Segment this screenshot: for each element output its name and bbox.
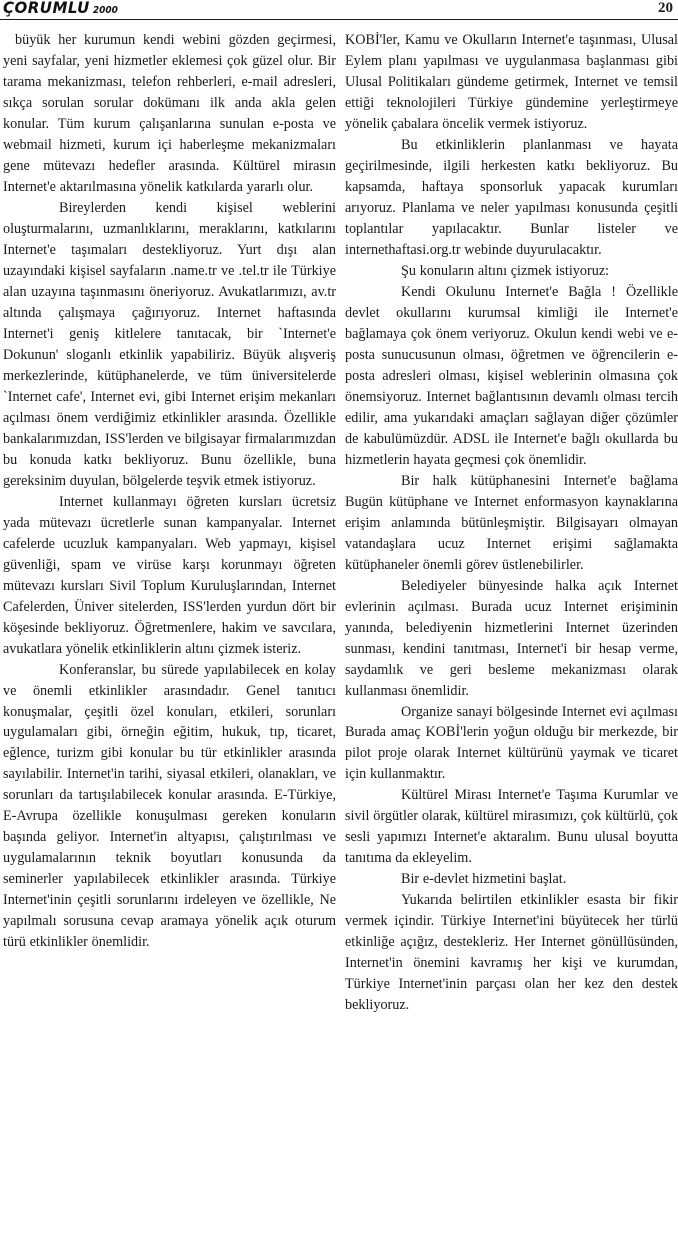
paragraph: Şu konuların altını çizmek istiyoruz: bbox=[401, 262, 610, 279]
masthead-logo bbox=[3, 0, 118, 17]
paragraph: Kültürel Mirası Internet'e Taşıma Kurumlar ve sivil örgütler olarak, kültürel mirasımızı, çok kültürlü, çok sesli yapımızı Internet'e aktaralım. Bunu ulusal boyutta tanıtıma da ekleyelim. bbox=[345, 787, 678, 867]
paragraph: Organize sanayi bölgesinde Internet evi açılması Burada amaç KOBİ'lerin yoğun olduğu bir merkezde, bir pilot proje olarak Internet kültürünü yaymak ve ticaret için kullanmaktır. bbox=[345, 703, 678, 783]
paragraph: Bir halk kütüphanesini Internet'e bağlama Bugün kütüphane ve Internet enformasyon kaynaklarına erişim anlamında bütünleşmiştir. Bilgisayarı olmayan vatandaşlara ucuz Internet erişimi sağlamakta kütüphaneler önemli görev üstlenebilirler. bbox=[345, 472, 678, 573]
page-header bbox=[0, 0, 678, 20]
paragraph: KOBİ'ler, Kamu ve Okulların Internet'e taşınması, Ulusal Eylem planı yapılması ve uygulanmasa başlanması gibi Ulusal Politikaları gündeme getirmek, Internet ve temsil ettiği teknolojileri Türkiye gündemine yerleştirmeye yönelik çabalara öncelik vermek istiyoruz. bbox=[345, 32, 678, 132]
paragraph: Belediyeler bünyesinde halka açık Internet evlerinin açılması. Burada ucuz Internet erişiminin yanında, belediyenin hizmetlerini Internet üzerinden sunması, kendini tanıtması, Internet'i bir hesap verme, saydamlık ve geri besleme mekanizması olarak kullanması önemlidir. bbox=[345, 577, 678, 699]
page-number: 20 bbox=[658, 0, 673, 16]
paragraph: Bir e-devlet hizmetini başlat. bbox=[401, 871, 567, 888]
paragraph: Konferanslar, bu sürede yapılabilecek en kolay ve önemli etkinlikler arasındadır. Genel tanıtıcı konuşmalar, çeşitli özel konuları, etkileri, sorunları uygulamaları gibi, örneğin eğitim, hukuk, tıp, ticaret, eğlence, turizm gibi konular bu tür etkinlikler arasında sayılabilir. Internet'in tarihi, siyasal etkileri, olanakları, ve sorunları da tartışılabilecek konular arasında. E-Türkiye, E-Avrupa özellikle konuşulması gereken konuların başında geliyor. Internet'in altyapısı, çalıştırılması ve uygulamalarının teknik boyutları konusunda da seminerler yapılabilecek etkinlikler arasında. Türkiye Internet'inin çeşitli sorunlarını irdeleyen ve özellikle, Ne yapılmalı sorusuna cevap aramaya yönelik açık oturum türü etkinlikler önemlidir. bbox=[3, 661, 336, 951]
article-body bbox=[0, 30, 678, 1255]
paragraph: Yukarıda belirtilen etkinlikler esasta bir fikir vermek içindir. Türkiye Internet'ini büyütecek her türlü etkinliğe açığız, destekleriz. Her Internet gönüllüsünden, Internet'in önemini kavramış her kişi ve kurumdan, Türkiye Internet'inin parçası olan her kez den destek bekliyoruz. bbox=[345, 892, 678, 1014]
left-column bbox=[3, 30, 336, 953]
right-column bbox=[345, 30, 678, 1016]
paragraph: Bu etkinliklerin planlanması ve hayata geçirilmesinde, ilgili herkesten katkı bekliyoruz. Bu kapsamda, haftaya sponsorluk yapacak kurumları arıyoruz. Planlama ve neler yapılması konusunda çeşitli toplantılar yapılacaktır. Bunlar listeler ve internethaftasi.org.tr webinde duyurulacaktır. bbox=[345, 136, 678, 258]
paragraph: Bireylerden kendi kişisel weblerini oluşturmalarını, uzmanlıklarını, meraklarını, katkılarını Internet'e taşımaları destekliyoruz. Yurt dışı alan uzayındaki kişisel sayfaların .name.tr ve .tel.tr ile Türkiye alan uzayına taşınmasını öneriyoruz. Avukatlarımızı, av.tr altında çalışmaya çağırıyoruz. Internet haftasında Internet'i geniş kitlelere tanıtacak, bir `Internet'e Dokunun' sloganlı etkinlik yapabiliriz. Büyük alışveriş merkezlerinde, kütüphanelerde, ve tüm üniversitelerde `Internet cafe', Internet evi, gibi Internet erişim mekanları açılması önem verdiğimiz etkinlikler arasında. Özellikle bankalarımızdan, ISS'lerden ve bilgisayar firmalarımızdan bu konuda katkı bekliyoruz. Bunu özellikle, buna gereksinim duyulan, bölgelerde teşvik etmek istiyoruz. bbox=[3, 199, 336, 489]
paragraph: Kendi Okulunu Internet'e Bağla ! Özellikle devlet okullarını kurumsal kimliği ile Internet'e bağlamaya çok önem veriyoruz. Okulun kendi webi ve e-posta sunucusunun olması, öğretmen ve öğrencilerin e-posta adresleri olması, kişisel weblerinin olmasına çok önemsiyoruz. Internet bağlantısının devamlı olması tercih edilir, ama yukarıdaki amaçları sağlayan diğer çözümler de kabulümüzdür. ADSL ile Internet'e bağlı okullarda bu hizmetlerin hayata geçmesi çok önemlidir. bbox=[345, 283, 678, 468]
masthead-title: ÇORUMLU bbox=[3, 0, 90, 18]
paragraph: Internet kullanmayı öğreten kursları ücretsiz yada mütevazı ücretlerle sunan kampanyalar. Internet cafelerde ucuzluk kampanyaları. Web yapmayı, kişisel güvenliği, spam ve virüse karşı korunmayı öğreten mütevazı kursları Sivil Toplum Kuruluşlarından, Internet Cafelerden, Üniver sitelerden, ISS'lerden yurdun dört bir köşesinde bekliyoruz. Öğretmenlere, hakim ve savcılara, avukatlara yönelik etkinliklerin altını çizmek isteriz. bbox=[3, 493, 336, 657]
masthead-year: 2000 bbox=[92, 5, 118, 17]
paragraph: büyük her kurumun kendi webini gözden geçirmesi, yeni sayfalar, yeni hizmetler eklemesi çok güzel olur. Bir tarama mekanizması, telefon rehberleri, e-mail adresleri, sıkça sorulan sorular dokümanı ilk anda akla gelen konular. Tüm kurum çalışanlarına sunulan e-posta ve webmail hizmeti, kurum içi haberleşme mekanizmaları gene mütevazı hedefler arasında. Kültürel mirasın Internet'e aktarılmasına yönelik katkılarda yararlı olur. bbox=[3, 32, 336, 195]
